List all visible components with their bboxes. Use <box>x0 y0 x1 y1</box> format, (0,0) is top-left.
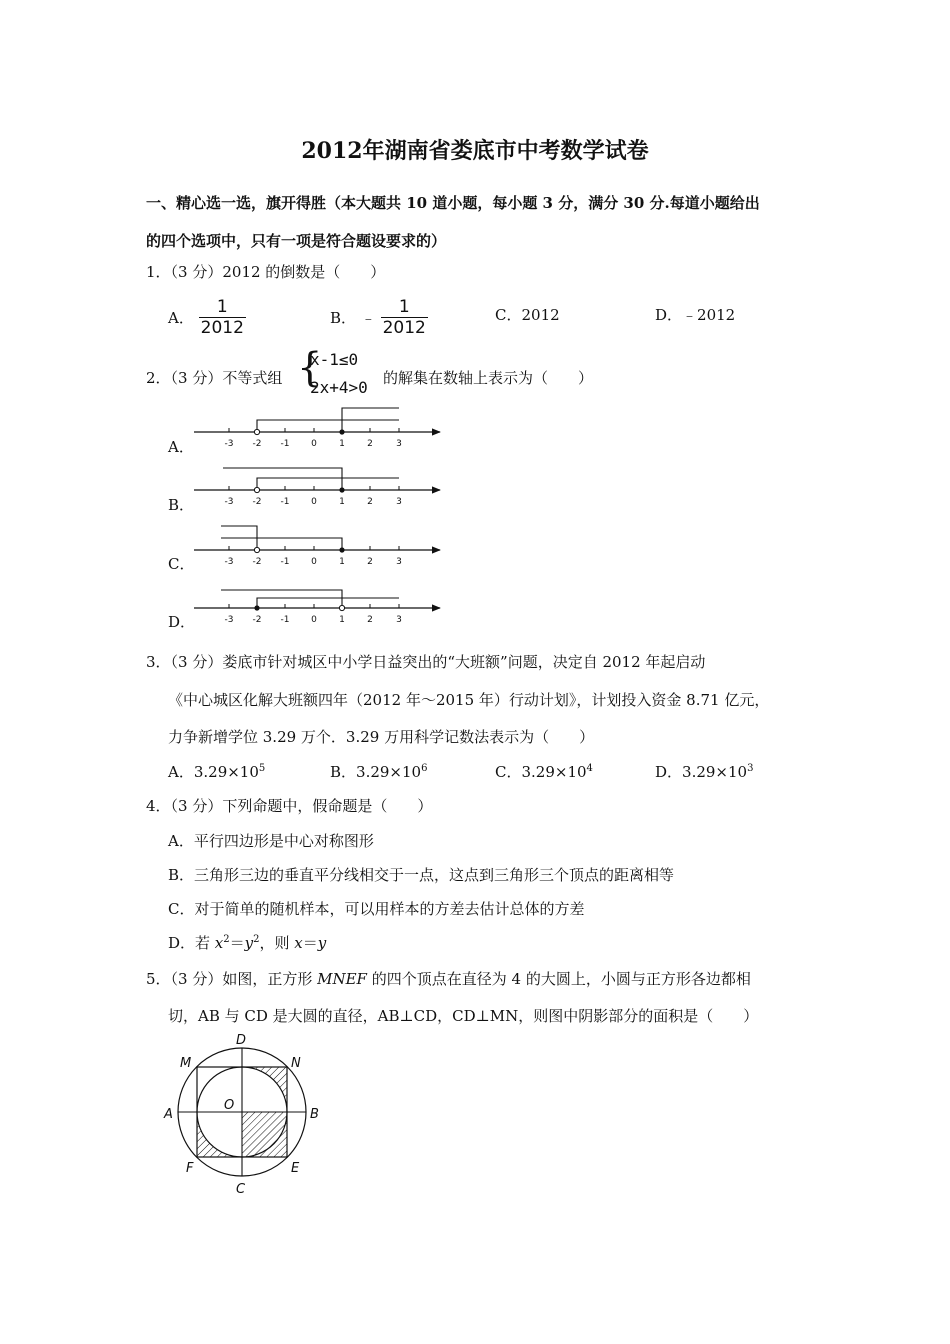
svg-text:2: 2 <box>367 557 373 567</box>
q1-option-a: A． $\frac{1}{2012}$ <box>168 297 244 338</box>
q2-option-a-label: A． <box>168 438 194 456</box>
svg-text:-1: -1 <box>280 439 290 449</box>
svg-text:-3: -3 <box>224 497 234 507</box>
q2-number-lines <box>190 404 450 636</box>
q2-inequality-1: x-1≤0 <box>310 350 359 369</box>
svg-text:0: 0 <box>311 557 317 567</box>
svg-text:-1: -1 <box>280 557 290 567</box>
label-f: F <box>186 1161 194 1176</box>
label-d: D <box>236 1033 247 1048</box>
q5-figure <box>160 1030 330 1200</box>
svg-text:0: 0 <box>311 497 317 507</box>
q4-option-c: C．对于简单的随机样本，可以用样本的方差去估计总体的方差 <box>168 900 585 918</box>
svg-text:3: 3 <box>396 615 402 625</box>
label-b: B <box>310 1107 319 1122</box>
q2-option-b-label: B． <box>168 496 195 514</box>
svg-text:0: 0 <box>311 615 317 625</box>
section-heading-line1: 一、精心选一选，旗开得胜（本大题共 10 道小题，每小题 3 分，满分 30 分.每道小题给出 <box>146 194 760 212</box>
q1-option-c: C．2012 <box>495 306 560 324</box>
svg-text:-2: -2 <box>252 557 262 567</box>
label-a: A <box>164 1107 173 1122</box>
svg-text:3: 3 <box>396 557 402 567</box>
q2-option-d-label: D． <box>168 613 196 631</box>
q2-option-c-label: C． <box>168 555 195 573</box>
q1-b-fraction: $\frac{1}{2012}$ <box>382 297 426 338</box>
q1-option-b: B． ﹣ $\frac{1}{2012}$ <box>330 297 426 338</box>
q2-inequality-2: 2x+4>0 <box>310 378 368 397</box>
q5-line2: 切，AB 与 CD 是大圆的直径，AB⊥CD，CD⊥MN，则图中阴影部分的面积是（ ） <box>168 1007 759 1025</box>
q3-option-c: C．$3.29\times 10^4$ <box>495 763 593 781</box>
number-line-d <box>194 590 440 625</box>
svg-text:-1: -1 <box>280 615 290 625</box>
q5-line1: 5．（3 分）如图，正方形 MNEF 的四个顶点在直径为 4 的大圆上，小圆与正方形各边都相 <box>146 970 751 988</box>
q4-option-d: D．若 $x^2=y^2$，则 x＝y <box>168 934 327 952</box>
svg-text:1: 1 <box>339 615 345 625</box>
q3-option-b: B．$3.29\times 10^6$ <box>330 763 428 781</box>
q3-line1: 3．（3 分）娄底市针对城区中小学日益突出的“大班额”问题，决定自 2012 年起启动 <box>146 653 706 671</box>
q3-line3: 力争新增学位 3.29 万个．3.29 万用科学记数法表示为（ ） <box>168 728 595 746</box>
label-c: C <box>236 1182 246 1197</box>
svg-text:2: 2 <box>367 439 373 449</box>
section-heading-line2: 的四个选项中，只有一项是符合题设要求的） <box>146 232 447 250</box>
q3-line2: 《中心城区化解大班额四年（2012 年～2015 年）行动计划》，计划投入资金 8.71 亿元， <box>168 691 770 709</box>
q2-stem-post: 的解集在数轴上表示为（ ） <box>383 369 594 387</box>
q1-stem: 1．（3 分）2012 的倒数是（ ） <box>146 263 386 281</box>
label-e: E <box>291 1161 300 1176</box>
q4-option-a: A．平行四边形是中心对称图形 <box>168 832 374 850</box>
svg-text:2: 2 <box>367 615 373 625</box>
svg-text:3: 3 <box>396 497 402 507</box>
svg-text:2: 2 <box>367 497 373 507</box>
svg-text:-2: -2 <box>252 497 262 507</box>
label-m: M <box>180 1056 192 1071</box>
q4-option-b: B．三角形三边的垂直平分线相交于一点，这点到三角形三个顶点的距离相等 <box>168 866 675 884</box>
svg-text:-1: -1 <box>280 497 290 507</box>
number-line-c <box>194 526 440 567</box>
svg-text:-3: -3 <box>224 615 234 625</box>
svg-text:0: 0 <box>311 439 317 449</box>
svg-text:1: 1 <box>339 439 345 449</box>
svg-text:1: 1 <box>339 497 345 507</box>
svg-text:-3: -3 <box>224 439 234 449</box>
svg-text:3: 3 <box>396 439 402 449</box>
svg-text:-3: -3 <box>224 557 234 567</box>
svg-text:-2: -2 <box>252 439 262 449</box>
svg-text:-2: -2 <box>252 615 262 625</box>
q3-option-d: D．$3.29\times 10^3$ <box>655 763 754 781</box>
q2-stem-pre: 2．（3 分）不等式组 <box>146 369 283 387</box>
q3-option-a: A．$3.29\times 10^5$ <box>168 763 266 781</box>
number-line-a <box>194 408 440 449</box>
label-n: N <box>291 1056 301 1071</box>
q1-option-d: D．﹣2012 <box>655 306 736 324</box>
number-line-b <box>194 468 440 507</box>
label-o: O <box>224 1098 235 1113</box>
svg-text:1: 1 <box>339 557 345 567</box>
q2-brace: { <box>297 345 323 391</box>
q4-stem: 4．（3 分）下列命题中，假命题是（ ） <box>146 797 433 815</box>
q1-a-fraction: $\frac{1}{2012}$ <box>200 297 244 338</box>
page-title: 2012年湖南省娄底市中考数学试卷 <box>301 138 649 164</box>
